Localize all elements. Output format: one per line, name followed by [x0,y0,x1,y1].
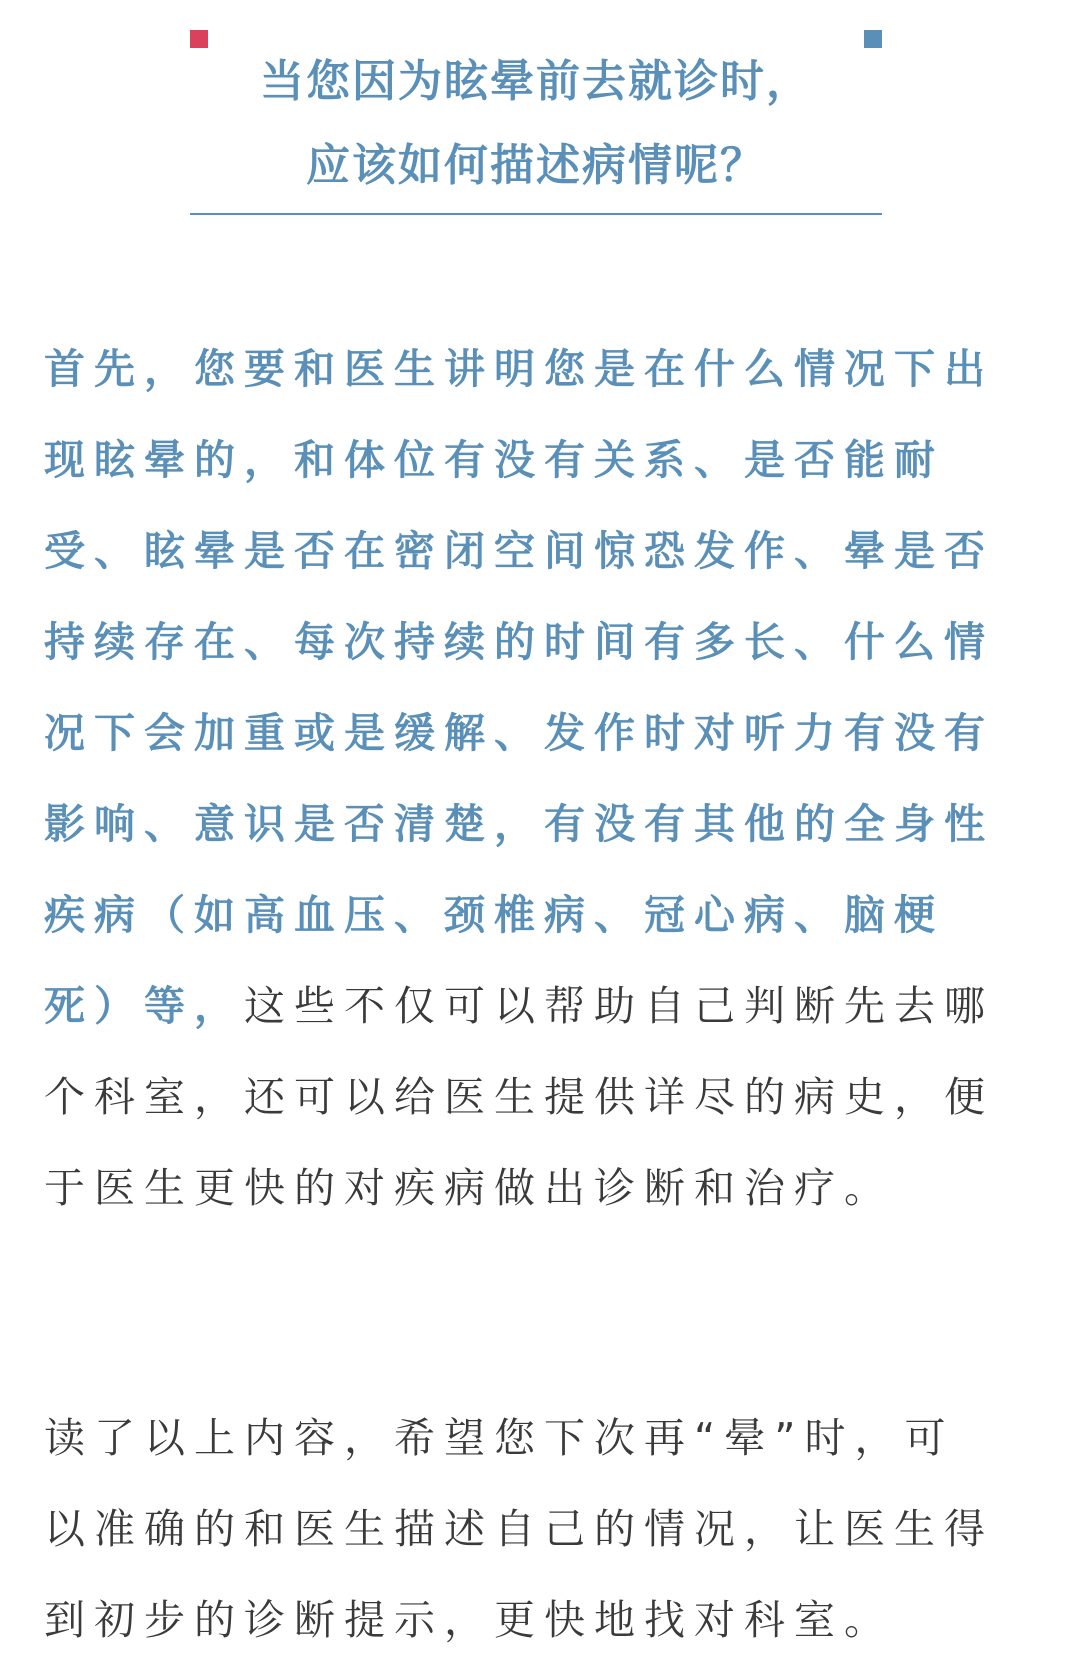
title-line-2: 应该如何描述病情呢？ [306,140,766,191]
paragraph-1-line: 影响、意识是否清楚，有没有其他的全身性 [44,800,994,848]
paragraph-1-plain-start: 这些不仅可以帮助自己判断先去哪 [244,982,994,1030]
paragraph-1-line: 现眩晕的，和体位有没有关系、是否能耐 [44,436,944,484]
paragraph-1-line: 持续存在、每次持续的时间有多长、什么情 [44,618,994,666]
paragraph-1-line: 疾病（如高血压、颈椎病、冠心病、脑梗 [44,891,944,939]
title-divider [190,213,882,215]
paragraph-2-line: 读了以上内容，希望您下次再“晕”时，可 [44,1414,955,1462]
paragraph-2 [44,1393,1036,1666]
paragraph-1-line: 况下会加重或是缓解、发作时对听力有没有 [44,709,994,757]
paragraph-2-line: 以准确的和医生描述自己的情况，让医生得 [44,1505,994,1553]
paragraph-1-line: 于医生更快的对疾病做出诊断和治疗。 [44,1164,894,1212]
paragraph-1-line: 首先，您要和医生讲明您是在什么情况下出 [44,345,994,393]
paragraph-1-line [44,961,1036,1052]
paragraph-2-line: 到初步的诊断提示，更快地找对科室。 [44,1596,894,1644]
paragraph-1-highlight-tail: 死）等， [44,982,244,1030]
paragraph-1-line: 受、眩晕是否在密闭空间惊恐发作、晕是否 [44,527,994,575]
section-title [190,40,882,208]
paragraph-1 [44,324,1036,1234]
title-line-1: 当您因为眩晕前去就诊时， [260,56,812,107]
paragraph-1-line: 个科室，还可以给医生提供详尽的病史，便 [44,1073,994,1121]
